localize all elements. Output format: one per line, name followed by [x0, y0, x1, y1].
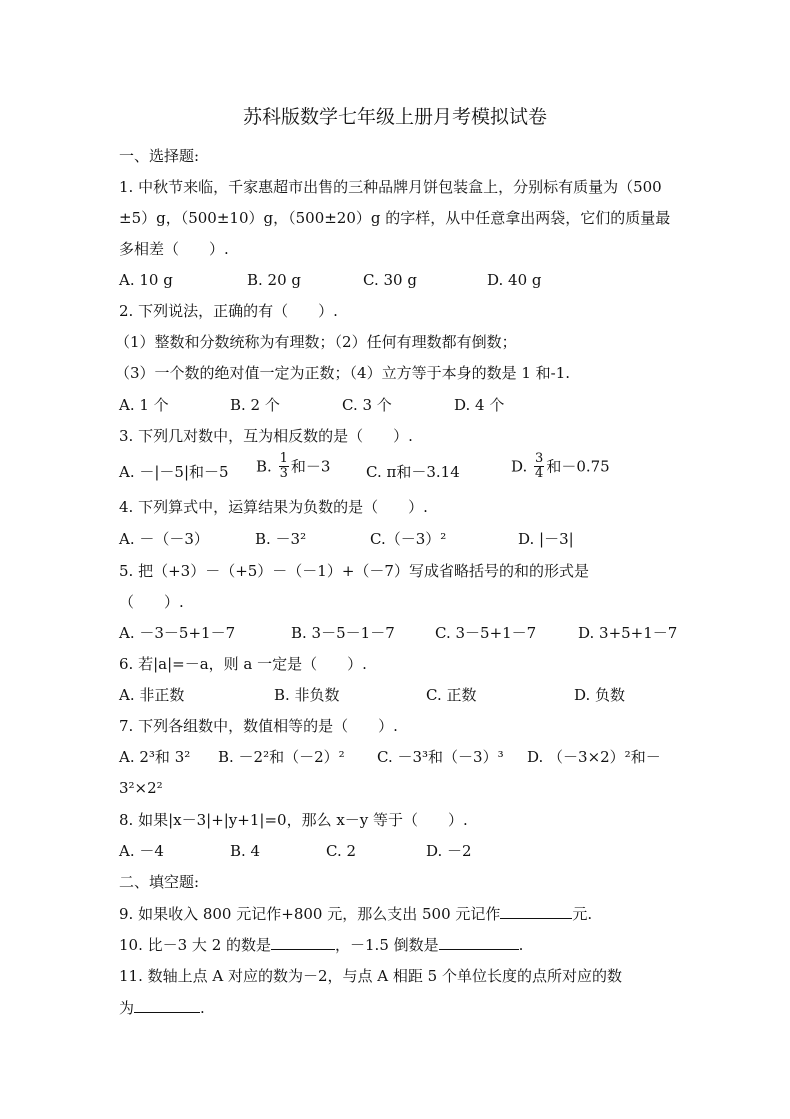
- fraction-denominator: 3: [279, 466, 288, 481]
- option-c: C. 正数: [426, 686, 477, 704]
- question-1-line-2: ±5）g，（500±10）g，（500±20）g 的字样，从中任意拿出两袋，它们的质量最: [119, 209, 671, 227]
- question-10-suffix: .: [518, 936, 524, 954]
- option-c: C. 3 个: [342, 396, 392, 414]
- option-a: A. 2³和 3²: [119, 748, 191, 766]
- option-b-label: B.: [256, 457, 272, 476]
- option-d: D. 负数: [574, 686, 626, 704]
- question-7-stem: 7. 下列各组数中，数值相等的是（ ）.: [119, 717, 398, 735]
- question-6-stem: 6. 若|a|=－a，则 a 一定是（ ）.: [119, 655, 367, 673]
- option-a: A. 非正数: [119, 686, 185, 704]
- question-1-line-1: 1. 中秋节来临，千家惠超市出售的三种品牌月饼包装盒上，分别标有质量为（500: [119, 178, 662, 196]
- option-b-text: 和－3: [290, 457, 331, 476]
- answer-blank[interactable]: [500, 903, 572, 919]
- option-b: B. －3²: [255, 530, 307, 548]
- fraction-numerator: 3: [535, 451, 544, 466]
- question-9-suffix: 元.: [572, 905, 593, 923]
- section-heading-choice: 一、选择题:: [119, 147, 200, 165]
- option-a: A. －4: [119, 842, 164, 860]
- option-c: C. 30 g: [363, 271, 417, 289]
- question-9-text: 9. 如果收入 800 元记作+800 元，那么支出 500 元记作: [119, 905, 501, 923]
- question-11-prefix: 为: [119, 999, 135, 1017]
- option-b: B. 20 g: [247, 271, 302, 289]
- option-a: A. －（－3）: [119, 530, 209, 548]
- option-c: C. －3³和（－3）³: [377, 748, 504, 766]
- question-7-line-3: 3²×2²: [119, 779, 163, 797]
- option-c: C. 3－5+1－7: [435, 624, 537, 642]
- question-11-line-1: 11. 数轴上点 A 对应的数为－2，与点 A 相距 5 个单位长度的点所对应的数: [119, 967, 622, 985]
- question-3-stem: 3. 下列几对数中，互为相反数的是（ ）.: [119, 427, 413, 445]
- answer-blank[interactable]: [439, 934, 519, 950]
- fraction-three-quarters: [534, 452, 544, 481]
- option-d: D. －2: [426, 842, 472, 860]
- question-11-suffix: .: [200, 999, 205, 1017]
- option-d: D. |－3|: [518, 530, 574, 548]
- option-d: D. （－3×2）²和－: [527, 748, 661, 766]
- section-heading-fill: 二、填空题:: [119, 873, 200, 891]
- option-c: C. 2: [326, 842, 357, 860]
- option-b: B. 4: [230, 842, 261, 860]
- option-c: C. π和－3.14: [366, 463, 460, 481]
- question-3-options: [119, 450, 689, 490]
- question-9: [119, 903, 679, 924]
- answer-blank[interactable]: [134, 997, 200, 1013]
- option-d: D. 3+5+1－7: [578, 624, 678, 642]
- question-11-line-2: [119, 997, 679, 1018]
- option-b: B. 非负数: [274, 686, 340, 704]
- option-b: [256, 452, 330, 481]
- option-d-label: D.: [511, 457, 528, 476]
- question-5-line-1: 5. 把（+3）－（+5）－（－1）+（－7）写成省略括号的和的形式是: [119, 562, 589, 580]
- page-title: 苏科版数学七年级上册月考模拟试卷: [242, 106, 547, 128]
- question-10-text: 10. 比－3 大 2 的数是: [119, 936, 272, 954]
- question-5-line-2: （ ）.: [119, 593, 184, 611]
- option-b: B. 3－5－1－7: [291, 624, 395, 642]
- option-b: B. 2 个: [230, 396, 280, 414]
- question-10: [119, 934, 679, 955]
- question-2-stem: 2. 下列说法，正确的有（ ）.: [119, 302, 338, 320]
- question-2-statements-2: （3）一个数的绝对值一定为正数；（4）立方等于本身的数是 1 和-1.: [115, 364, 571, 382]
- answer-blank[interactable]: [271, 934, 335, 950]
- fraction-numerator: 1: [279, 451, 288, 466]
- option-b: B. －2²和（－2）²: [218, 748, 345, 766]
- option-a: A. 1 个: [119, 396, 169, 414]
- option-d: [511, 452, 610, 481]
- question-1-line-3: 多相差（ ）.: [119, 240, 229, 258]
- fraction-one-third: [279, 452, 289, 481]
- option-a: A. －|－5|和－5: [119, 463, 229, 481]
- fraction-denominator: 4: [535, 466, 544, 481]
- option-d: D. 40 g: [487, 271, 542, 289]
- option-d-text: 和－0.75: [546, 457, 610, 476]
- question-10-middle: ，－1.5 倒数是: [335, 936, 439, 954]
- option-d: D. 4 个: [454, 396, 505, 414]
- option-a: A. 10 g: [119, 271, 173, 289]
- option-a: A. －3－5+1－7: [119, 624, 236, 642]
- question-2-statements-1: （1）整数和分数统称为有理数；（2）任何有理数都有倒数；: [115, 333, 517, 351]
- question-4-stem: 4. 下列算式中，运算结果为负数的是（ ）.: [119, 498, 428, 516]
- option-c: C.（－3）²: [370, 530, 447, 548]
- question-8-stem: 8. 如果|x－3|+|y+1|=0，那么 x－y 等于（ ）.: [119, 811, 468, 829]
